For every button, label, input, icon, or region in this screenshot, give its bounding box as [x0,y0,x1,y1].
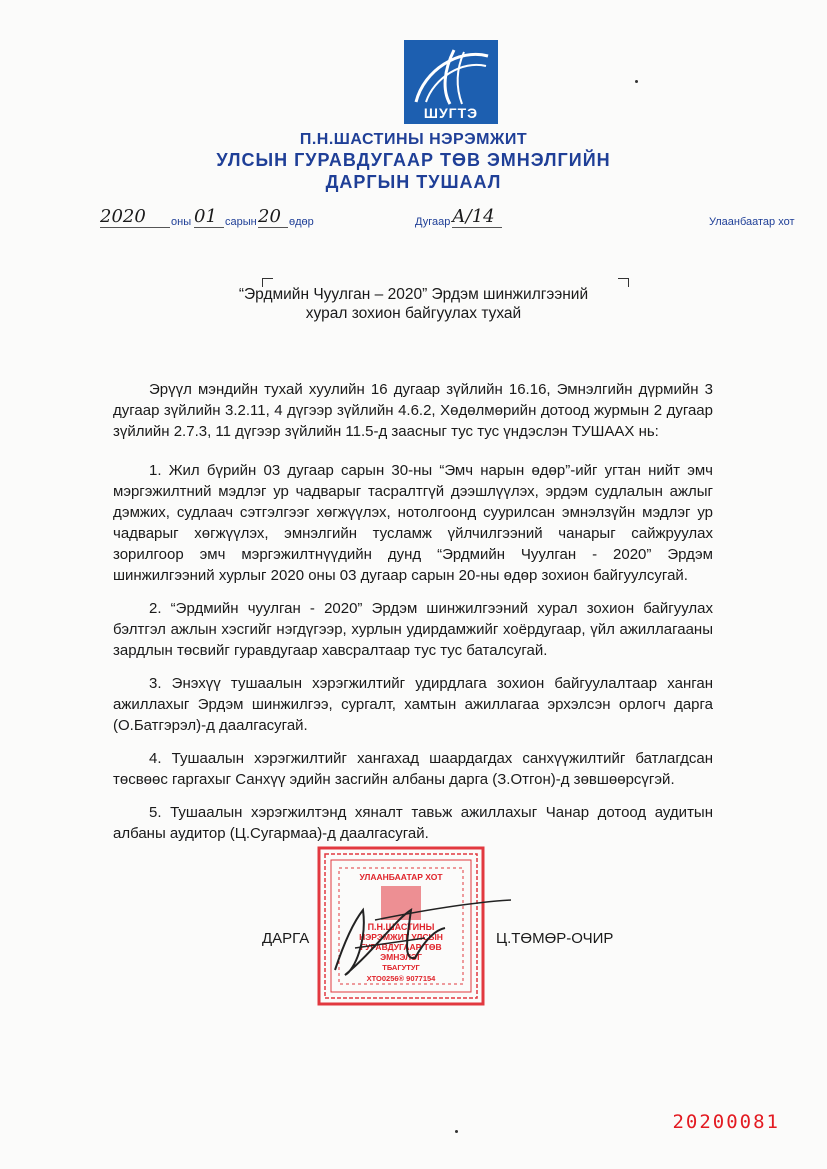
number-value: А/14 [452,206,502,228]
body-item-4: 4. Тушаалын хэрэгжилтийг хангахад шаардагдах санхүүжилтийг батлагдсан төсвөөс гаргахыг Санхүү эдийн засгийн албаны дарга (З.Отгон)-д зөвшөөрсүгэй. [113,750,713,788]
number-label: Дугаар [415,216,451,228]
date-line [100,206,820,234]
body-item-3: 3. Энэхүү тушаалын хэрэгжилтийг удирдлага зохион байгуулалтаар ханган ажиллахыг Эрдэм шинжилгээ, сургалт, хамтын ажиллагаа эрхэлсэн орлогч дарга (О.Батгэрэл)-д даалгасугай. [113,675,713,734]
body-item-2: 2. “Эрдмийн чуулган - 2020” Эрдэм шинжилгээний хурал зохион байгуулах бэлтгэл ажлын хэсгийг нэгдүгээр, хурлын удирдамжийг хоёрдугаар, үйл ажиллагааны зардлын төсвийг гуравдугаар хавсралтаар тус тус баталсугай. [113,600,713,659]
date-year-suffix: оны [171,216,192,228]
stamp-line-2: НЭРЭМЖИТ УЛСЫН [359,932,443,942]
title-bracket-right [618,278,629,287]
date-day: 20 [258,206,288,228]
logo-text: ШУГТЭ [423,105,479,121]
stamp-bottom: ХТО0256® 9077154 [366,974,436,983]
order-title [0,285,827,323]
signature-name: Ц.ТӨМӨР-ОЧИР [496,930,614,947]
order-title-line-2: хурал зохион байгуулах тухай [305,305,522,322]
stamp-line-5: ТБАГУТУГ [382,963,420,972]
signature-role: ДАРГА [262,930,310,947]
date-month-suffix: сарын [225,216,257,228]
stamp-line-3: ГУРАВДУГААР ТӨВ [360,942,442,952]
stamp-line-4: ЭМНЭЛЭГ [380,952,422,962]
header-line-2: УЛСЫН ГУРАВДУГААР ТӨВ ЭМНЭЛГИЙН [216,150,611,170]
date-month: 01 [194,206,224,228]
title-bracket-left [262,278,273,287]
order-body [113,379,713,856]
date-year: 2020 [100,206,170,228]
date-day-suffix: өдөр [289,216,314,228]
body-item-1: 1. Жил бүрийн 03 дугаар сарын 30-ны “Эмч нарын өдөр”-ийг угтан нийт эмч мэргэжилтний мэдлэг ур чадварыг тасралтгүй дээшлүүлэх, эрдэм судлалын ажлыг дэмжих, судлаач сэтгэлгээг хөгжүүлэх, нотолгоонд суурилсан эмнэлзүйн мэдлэг ур чадварыг хөгжүүлэх, эмнэлгийн тусламж үйлчилгээний чанарыг сайжруулах зорилгоор эмч мэргэжилтнүүдийн дунд “Эрдмийн Чуулган - 2020” Эрдэм шинжилгээний хурлыг 2020 оны 03 дугаар сарын 20-ны өдөр зохион байгуулсугай. [113,462,713,584]
body-item-5: 5. Тушаалын хэрэгжилтэнд хяналт тавьж ажиллахыг Чанар дотоод аудитын албаны аудитор (Ц.Сугармаа)-д даалгасугай. [113,804,713,842]
city: Улаанбаатар хот [709,216,795,228]
stamp-top-text: УЛААНБААТАР ХОТ [359,872,443,882]
speck [455,1130,458,1133]
header-line-1: П.Н.ШАСТИНЫ НЭРЭМЖИТ [299,131,528,148]
stamp-line-1: П.Н.ШАСТИНЫ [367,922,435,932]
order-title-line-1: “Эрдмийн Чуулган – 2020” Эрдэм шинжилгээний [238,286,589,303]
body-intro: Эрүүл мэндийн тухай хуулийн 16 дугаар зүйлийн 16.16, Эмнэлгийн дүрмийн 3 дугаар зүйлийн 3.2.11, 4 дүгээр зүйлийн 4.6.2, Хөдөлмөрийн дотоод журмын 2 дугаар зүйлийн 2.7.3, 11 дүгээр зүйлийн 11.5-д заасныг тус тус үндэслэн ТУШААХ нь: [113,381,713,440]
handwritten-signature [315,880,515,990]
header-line-3: ДАРГЫН ТУШААЛ [325,172,502,192]
serial-number: 20200081 [672,1111,780,1133]
speck [635,80,638,83]
hospital-logo [404,40,498,124]
